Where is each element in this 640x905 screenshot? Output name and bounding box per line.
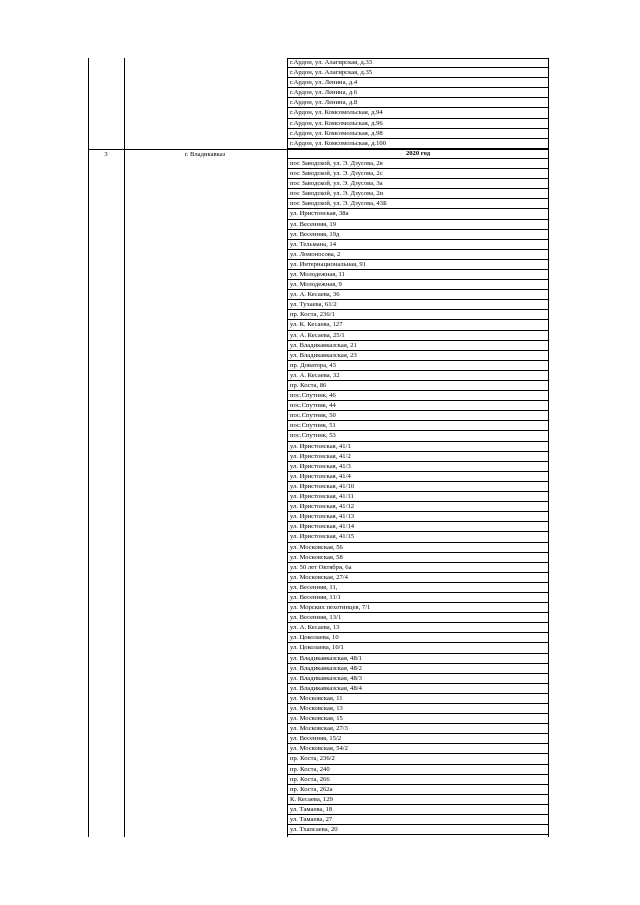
address-row: ул. Весенняя, 11/1 — [288, 593, 548, 603]
address-row: ул. Иристонская, 41/11 — [288, 492, 548, 502]
address-row: ул. Московская, 54/2 — [288, 744, 548, 754]
address-row: ул. Весенняя, 11, — [288, 583, 548, 593]
address-row: пос.Спутник, 46 — [288, 391, 548, 401]
address-row: г.Ардон, ул. Комсомольская, д.94 — [288, 108, 548, 118]
address-row: ул. А. Кесаева, 32 — [288, 371, 548, 381]
address-row: пр. Коста, 266 — [288, 775, 548, 785]
address-row: ул. Владикавказская, 23 — [288, 351, 548, 361]
address-row: ул. Московская, 15 — [288, 714, 548, 724]
address-row: ул. Весенняя, 13/1 — [288, 613, 548, 623]
address-row: пр. Доватора, 43 — [288, 361, 548, 371]
address-row: ул. Владикавказская, 48/2 — [288, 664, 548, 674]
address-row: ул. Тамаева, 27 — [288, 815, 548, 825]
address-row: ул. Ломоносова, 2 — [288, 250, 548, 260]
address-row: ул. Иристонская, 41/3 — [288, 462, 548, 472]
address-row: пос.Спутник, 51 — [288, 421, 548, 431]
address-row: ул. Иристонская, 38а — [288, 209, 548, 219]
address-row: ул. Иристонская, 41/14 — [288, 522, 548, 532]
address-row: пр. Коста, 86 — [288, 381, 548, 391]
address-row: г.Ардон, ул. Комсомольская, д.98 — [288, 129, 548, 139]
address-row: пр. Коста, 236/2 — [288, 754, 548, 764]
address-row: ул. Тухаева, 61/2 — [288, 300, 548, 310]
address-row: ул. Весенняя, 19д — [288, 230, 548, 240]
address-row: ул. Цоколаева, 10 — [288, 633, 548, 643]
address-row: ул. К. Кесаева, 127 — [288, 320, 548, 330]
address-row: г.Ардон, ул. Ленина, д.4 — [288, 78, 548, 88]
address-row: ул. Московская, 56 — [288, 543, 548, 553]
address-row: г.Ардон, ул. Алагирская, д.35 — [288, 68, 548, 78]
address-row: пр. Коста, 262а — [288, 785, 548, 795]
address-row: ул. 50 лет Октября, 6а — [288, 563, 548, 573]
address-row: пос.Спутник, 50 — [288, 411, 548, 421]
address-row: ул. Молодежная, 11 — [288, 270, 548, 280]
address-row: ул. Молодежная, 9 — [288, 280, 548, 290]
address-row: ул. Весенняя, 19 — [288, 220, 548, 230]
address-row: пос Заводской, ул. Э. Дзусова, 2в — [288, 159, 548, 169]
address-row: ул. Тамаева, 18 — [288, 805, 548, 815]
address-row: ул. Иристонская, 41/10 — [288, 482, 548, 492]
address-row: ул. А. Кесаева, 25/1 — [288, 331, 548, 341]
address-row: пос Заводской, ул. Э. Дзусова, 43Б — [288, 199, 548, 209]
address-row: ул. Московская, 27/3 — [288, 724, 548, 734]
address-row: пос Заводской, ул. Э. Дзусова, 2с — [288, 169, 548, 179]
address-row: ул. Московская, 58 — [288, 553, 548, 563]
address-row: ул. Владикавказская, 48/1 — [288, 654, 548, 664]
address-row: г.Ардон, ул. Ленина, д.6 — [288, 88, 548, 98]
address-row: ул. Иристонская, 41/2 — [288, 452, 548, 462]
address-row: ул. А. Кесаева, 36 — [288, 290, 548, 300]
address-row: г.Ардон, ул. Комсомольская, д.100 — [288, 139, 548, 149]
address-row: ул. Московская, 27/4 — [288, 573, 548, 583]
address-row: ул. Иристонская, 41/4 — [288, 472, 548, 482]
table-border-right — [548, 58, 549, 837]
address-row: ул. Владикавказская, 21 — [288, 341, 548, 351]
address-row: ул. Владикавказская, 48/3 — [288, 674, 548, 684]
address-row: ул. Морских пехотинцев, 7/1 — [288, 603, 548, 613]
address-row: ул. Тхапсаева, 20 — [288, 825, 548, 835]
city-name: г. Владикавказ — [184, 151, 226, 158]
table-border-col2 — [124, 58, 125, 837]
address-row: г.Ардон, ул. Алагирская, д.33 — [288, 58, 548, 68]
address-row: пос.Спутник, 44 — [288, 401, 548, 411]
year-header: 2020 год — [288, 149, 548, 159]
address-row: пос.Спутник, 53 — [288, 431, 548, 441]
address-row: К. Кесаева, 129 — [288, 795, 548, 805]
address-row: ул. Цоколаева, 10/1 — [288, 643, 548, 653]
address-row: ул. Иристонская, 41/15 — [288, 532, 548, 542]
address-row: ул. Интернациональная, 91 — [288, 260, 548, 270]
address-row: ул. Тельмана, 14 — [288, 240, 548, 250]
address-row: ул. Иристонская, 41/1 — [288, 442, 548, 452]
address-row: ул. Владикавказская, 48/4 — [288, 684, 548, 694]
address-row: ул. Московская, 13 — [288, 704, 548, 714]
address-row: г.Ардон, ул. Ленина, д.8 — [288, 98, 548, 108]
address-row: ул. Московская, 11 — [288, 694, 548, 704]
address-row: г.Ардон, ул. Комсомольская, д.96 — [288, 119, 548, 129]
address-row: ул. Иристонская, 41/13 — [288, 512, 548, 522]
section-number: 3 — [104, 151, 108, 158]
address-row: пр. Коста, 236/1 — [288, 310, 548, 320]
address-row: ул. Весенняя, 15/2 — [288, 734, 548, 744]
address-row: пр. Коста, 240 — [288, 765, 548, 775]
address-row: ул. Иристонская, 41/12 — [288, 502, 548, 512]
address-row: пос Заводской, ул. Э. Дзусова, 3а — [288, 179, 548, 189]
table-border-left — [88, 58, 89, 837]
address-list — [288, 58, 548, 835]
address-row: ул. А. Кесаева, 13 — [288, 623, 548, 633]
address-row: пос Заводской, ул. Э. Дзусова, 2и — [288, 189, 548, 199]
